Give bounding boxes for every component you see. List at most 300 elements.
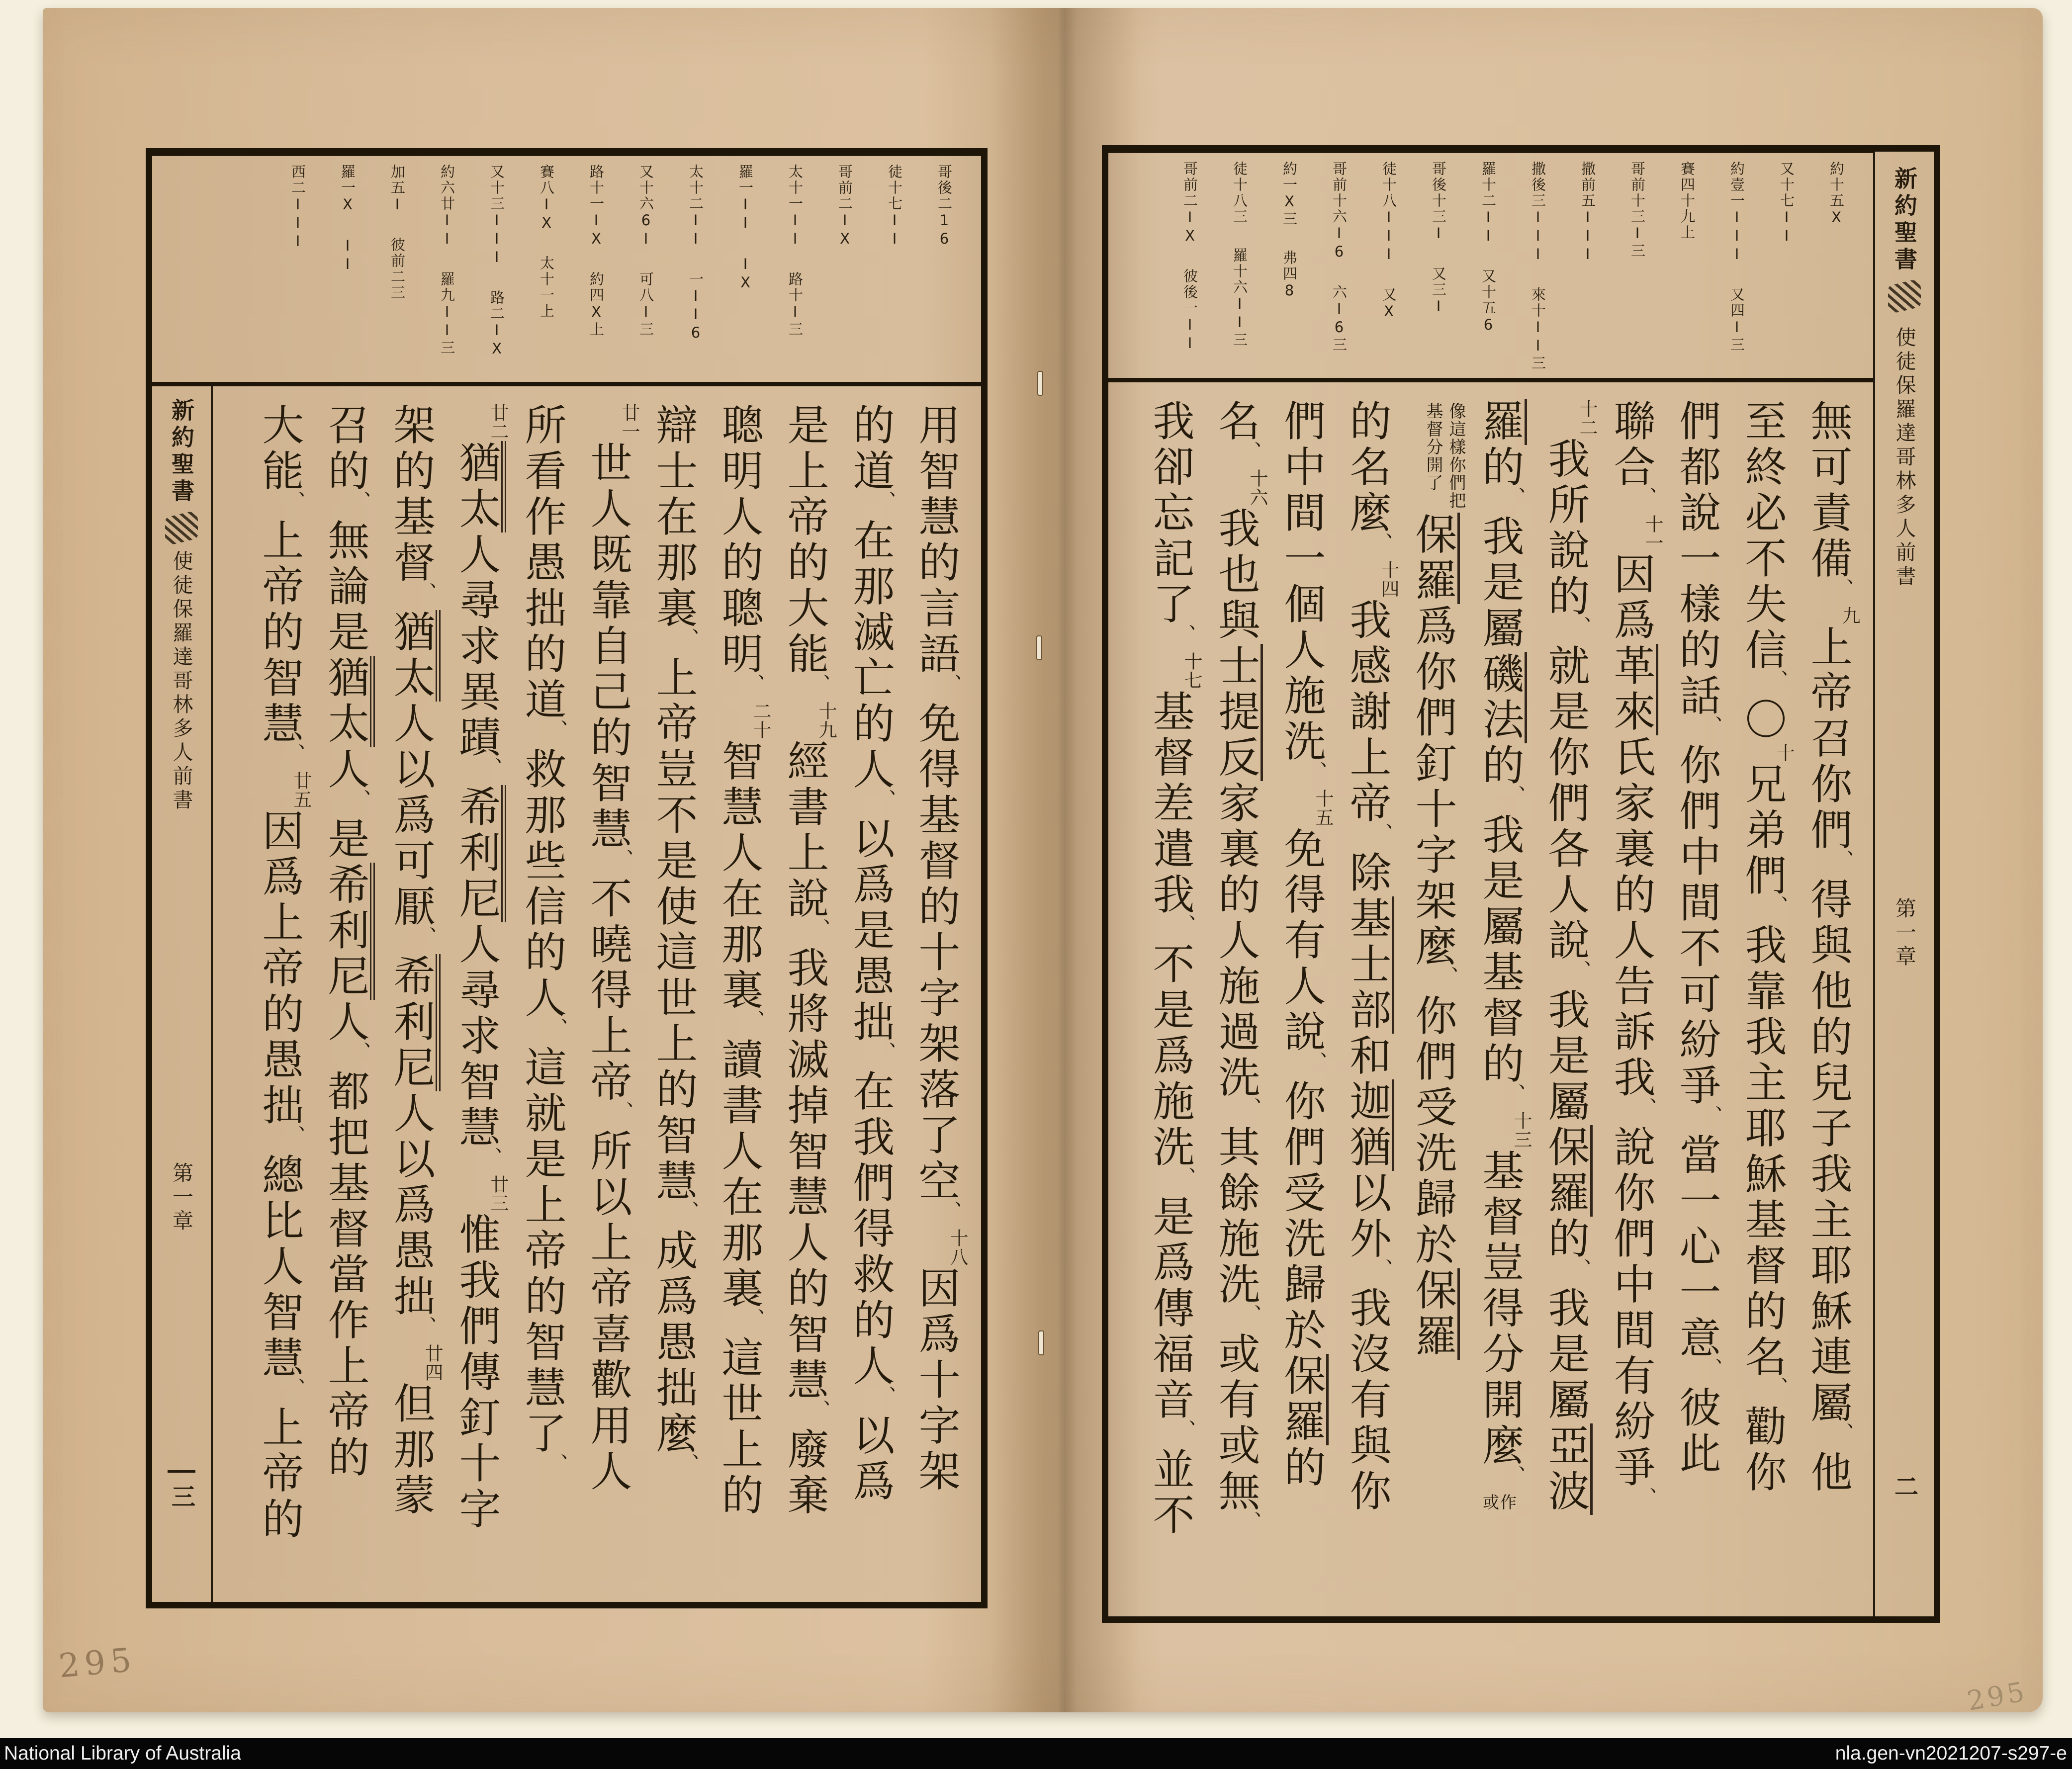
scripture-text: 我是屬基督的: [1476, 813, 1525, 1087]
scripture-text: 至終必不失信: [1738, 399, 1787, 674]
reference-text: 羅九II三: [439, 271, 455, 356]
punctuation-mark: 、: [545, 1453, 568, 1477]
reference-item: [919, 164, 969, 379]
chapter-label: 第一章: [170, 1162, 194, 1234]
scripture-text: 上帝的智慧: [256, 519, 304, 747]
scripture-text: 們都說一樣的話: [1673, 399, 1721, 719]
scripture-text: 上帝豈不是使這世上的智慧: [649, 656, 698, 1205]
text-column: [772, 403, 838, 1597]
footnote-inset: [1422, 402, 1467, 510]
cross-reference-strip: [1108, 152, 1873, 382]
scripture-text: 在那滅亡的人: [846, 519, 895, 793]
punctuation-mark: 、: [1568, 960, 1591, 984]
scripture-text: 當一心一意: [1673, 1133, 1721, 1362]
scripture-text: 但那蒙: [387, 1382, 436, 1519]
punctuation-mark: 、: [1765, 895, 1788, 919]
scripture-text: 氏家裏的人告訴我: [1607, 735, 1656, 1101]
reference-text: 加五I: [389, 164, 406, 214]
reference-item: [1811, 161, 1861, 375]
scripture-text: 得與他的兒子我主耶穌連屬: [1804, 878, 1853, 1426]
scripture-text: 說你們中間有紛爭: [1607, 1125, 1656, 1491]
punctuation-mark: 、: [348, 1042, 371, 1065]
punctuation-mark: 、: [873, 491, 896, 515]
punctuation-mark: 、: [282, 1125, 305, 1149]
reference-item: [621, 164, 671, 379]
reference-text: 又三I: [1430, 266, 1447, 316]
punctuation-mark: 、: [1765, 1377, 1788, 1401]
text-column: [1467, 399, 1533, 1611]
reference-text: 約六廿II: [439, 164, 455, 249]
reference-item: [721, 164, 770, 379]
punctuation-mark: 、: [545, 719, 568, 743]
scripture-text: 人: [321, 1000, 370, 1046]
punctuation-mark: 、: [1173, 1167, 1196, 1191]
reference-item: [273, 164, 323, 379]
scripture-text: 因爲上帝的愚拙: [256, 809, 304, 1129]
scripture-text: 名: [1212, 399, 1261, 445]
scripture-text: 基督豈得分開麼: [1476, 1149, 1525, 1469]
page-right-margin: [1873, 152, 1934, 1616]
library-name: National Library of Australia: [4, 1743, 241, 1764]
verse-number: 十四: [1378, 560, 1399, 598]
text-column: [1203, 399, 1269, 1611]
reference-item: [323, 164, 372, 379]
reference-text: 又十六6I: [637, 164, 654, 249]
scripture-text: 聯合: [1607, 399, 1656, 491]
punctuation-mark: 、: [348, 491, 371, 515]
punctuation-mark: 、: [1765, 670, 1788, 694]
text-column: [575, 403, 641, 1597]
scripture-text: 我沒有與你: [1343, 1286, 1392, 1515]
scripture-text: 的: [1277, 1445, 1326, 1491]
verse-number: 廿二: [487, 403, 509, 441]
scripture-text: 他: [1804, 1450, 1853, 1496]
text-column: [1400, 399, 1467, 1611]
scripture-text: 這就是上帝的智慧了: [518, 1046, 567, 1457]
punctuation-mark: 、: [1370, 532, 1393, 556]
scripture-text: 因爲十字架: [912, 1266, 961, 1495]
reference-item: [870, 164, 919, 379]
punctuation-mark: 、: [873, 789, 896, 813]
reference-text: 路十一IX: [588, 164, 605, 249]
scripture-text: 上帝召你們: [1804, 625, 1853, 854]
punctuation-mark: 、: [1700, 1105, 1722, 1129]
leaf-ornament-icon: [165, 510, 198, 546]
scripture-text: 的: [1476, 445, 1525, 491]
reference-item: [1662, 161, 1712, 375]
reference-item: [820, 164, 870, 379]
text-column: [444, 403, 510, 1597]
scripture-text: 是上帝的大能: [781, 403, 829, 678]
page-number: 三: [167, 1484, 195, 1508]
reference-text: II: [339, 237, 356, 274]
verse-number: 十: [1773, 743, 1795, 762]
reference-text: 約四X上: [588, 271, 605, 338]
page-number-rule: [168, 1470, 195, 1473]
punctuation-mark: 、: [414, 582, 437, 606]
reference-text: 一II6: [687, 271, 704, 343]
punctuation-mark: 、: [939, 674, 962, 698]
reference-text: 哥後十三I: [1430, 161, 1447, 243]
text-column: [1796, 399, 1861, 1611]
reference-text: 又X: [1380, 287, 1397, 321]
punctuation-mark: 、: [676, 628, 699, 652]
punctuation-mark: 、: [873, 1386, 896, 1410]
punctuation-mark: 、: [676, 1453, 699, 1477]
punctuation-mark: 、: [1634, 487, 1657, 511]
reference-text: 撒後三III: [1530, 161, 1546, 264]
text-column: [838, 403, 903, 1597]
scripture-text: 或有或無: [1212, 1332, 1261, 1515]
punctuation-mark: 、: [873, 1042, 896, 1065]
reference-text: 羅一II: [737, 164, 754, 233]
scripture-text: 成爲愚拙麼: [649, 1229, 698, 1457]
scripture-text: 所看作愚拙的道: [518, 403, 567, 723]
punctuation-mark: 、: [742, 1010, 765, 1034]
scripture-text: 人以爲可厭: [387, 702, 436, 930]
pencil-page-number-left: 295: [57, 1640, 138, 1685]
reference-item: [1463, 161, 1513, 375]
reference-item: [1364, 161, 1414, 375]
reference-item: [472, 164, 522, 379]
reference-item: [422, 164, 472, 379]
reference-item: [671, 164, 721, 379]
reference-text: 彼前二三: [389, 237, 406, 301]
page-right-frame: [1102, 145, 1940, 1623]
punctuation-mark: 、: [1239, 1304, 1261, 1328]
punctuation-mark: 、: [1568, 1258, 1591, 1282]
punctuation-mark: 、: [1370, 823, 1393, 847]
text-column: [641, 403, 707, 1597]
scripture-text: 召的: [321, 403, 370, 495]
scripture-text: 我是屬: [1541, 988, 1590, 1125]
scripture-text: 並不: [1146, 1447, 1195, 1539]
binding-stitch: [1037, 371, 1043, 396]
punctuation-mark: 、: [1239, 1097, 1261, 1121]
text-column: [1335, 399, 1400, 1611]
scripture-text: 家裏的人施過洗: [1212, 781, 1261, 1101]
proper-noun: 士提反: [1212, 644, 1263, 781]
reference-text: 約十五X: [1828, 161, 1845, 227]
reference-text: 賽四十九上: [1679, 161, 1696, 241]
binding-stitch: [1038, 1330, 1044, 1355]
scripture-text: 是: [321, 817, 370, 863]
text-column: [313, 403, 378, 1597]
reference-text: 來十II三: [1530, 287, 1546, 371]
reference-text: 約壹一III: [1728, 161, 1745, 264]
scripture-text: 是爲傳福音: [1146, 1195, 1195, 1423]
scripture-text: 總比人智慧: [256, 1153, 304, 1382]
scripture-text: 不曉得上帝: [584, 877, 632, 1105]
scripture-text: 除: [1343, 851, 1392, 896]
scripture-text: 人以爲愚拙: [387, 1091, 436, 1320]
scripture-text: 我所說的: [1541, 437, 1590, 620]
punctuation-mark: 、: [742, 1308, 765, 1332]
reference-item: [571, 164, 621, 379]
proper-noun: 革來: [1607, 644, 1658, 735]
scripture-text: 人尋求智慧: [452, 922, 501, 1151]
punctuation-mark: 、: [1831, 1422, 1854, 1446]
scripture-text: 你們受洗歸於: [1409, 994, 1457, 1268]
reference-text: 哥後二16: [936, 164, 953, 249]
scripture-text: 人: [321, 747, 370, 793]
reference-text: 路十I三: [787, 271, 804, 338]
scripture-text: 我感謝上帝: [1343, 598, 1392, 827]
reference-text: 彼後一II: [1181, 268, 1198, 353]
verse-number: 九: [1839, 606, 1860, 625]
punctuation-mark: 、: [808, 674, 830, 698]
scripture-text: 讀書人在那裏: [715, 1038, 764, 1312]
scripture-text: 救那些信的人: [518, 747, 567, 1022]
punctuation-mark: 、: [1503, 785, 1526, 809]
punctuation-mark: 、: [1831, 578, 1854, 602]
scripture-text: 廢棄: [781, 1427, 829, 1519]
text-column: [247, 403, 313, 1597]
scripture-text: 和: [1343, 1034, 1392, 1079]
reference-item: [1762, 161, 1811, 375]
punctuation-mark: 、: [1503, 487, 1526, 511]
punctuation-mark: 、: [676, 1201, 699, 1225]
text-column: [1664, 399, 1730, 1611]
reference-item: [770, 164, 820, 379]
verse-number: 十九: [815, 702, 837, 739]
proper-noun: 亞波: [1541, 1423, 1593, 1515]
verse-number: 十七: [1181, 652, 1202, 690]
scripture-text: 免得基督的十字架落了空: [912, 702, 961, 1205]
scripture-text: 智慧人在那裏: [715, 739, 764, 1014]
reference-text: 哥前二IX: [836, 164, 853, 249]
scripture-text: 以爲是愚拙: [846, 817, 895, 1046]
book-title: 使徒保羅達哥林多人前書: [169, 550, 193, 813]
scripture-text: 彼此: [1673, 1386, 1721, 1477]
page-left-frame: [146, 148, 988, 1608]
reference-text: 又十三III: [488, 164, 505, 267]
reference-text: 又十五6: [1480, 268, 1497, 335]
punctuation-mark: 、: [742, 674, 765, 698]
library-footer-bar: [0, 1738, 2072, 1769]
text-column: [903, 403, 969, 1597]
scripture-text: 的道: [846, 403, 895, 495]
verse-number: 十二: [1576, 399, 1598, 437]
scripture-text: 經書上說: [781, 739, 829, 922]
scripture-text: 大能: [256, 403, 304, 495]
punctuation-mark: 、: [1436, 966, 1458, 990]
proper-noun: 希利尼: [387, 954, 441, 1091]
series-title: 新約聖書: [1891, 167, 1918, 274]
pencil-page-number-right: 295: [1965, 1675, 2030, 1717]
scripture-text: 其餘施洗: [1212, 1125, 1261, 1308]
proper-noun: 保羅: [1409, 1268, 1460, 1360]
punctuation-mark: 、: [1634, 1097, 1657, 1121]
reference-text: 徒十八III: [1380, 161, 1397, 264]
verse-number: 十六: [1247, 469, 1268, 507]
verse-number: 十一: [1642, 515, 1663, 552]
reference-text: 約一X三: [1281, 161, 1298, 227]
reference-item: [1215, 161, 1264, 375]
binding-stitch: [1036, 635, 1042, 660]
text-column: [1269, 399, 1335, 1611]
punctuation-mark: 、: [282, 1378, 305, 1402]
reference-text: 撒前五III: [1579, 161, 1596, 264]
proper-noun: 希利尼: [321, 863, 375, 1000]
book-title: 使徒保羅達哥林多人前書: [1892, 327, 1916, 589]
scripture-text: 我也與: [1212, 507, 1261, 644]
scripture-text: 我靠我主耶穌基督的名: [1738, 923, 1787, 1381]
reference-text: 羅十二II: [1480, 161, 1497, 246]
reference-item: [522, 164, 571, 379]
reference-text: 六I6三: [1331, 284, 1348, 353]
reference-text: 路二IX: [488, 290, 505, 358]
punctuation-mark: 、: [808, 1400, 830, 1423]
scripture-text-columns: [213, 386, 981, 1602]
reference-text: 又四I三: [1728, 287, 1745, 353]
reference-text: 太十二II: [687, 164, 704, 249]
punctuation-mark: 、: [1700, 715, 1722, 739]
scripture-text: 我是屬: [1541, 1286, 1590, 1423]
catalog-identifier: nla.gen-vn2021207-s297-e: [1835, 1743, 2067, 1764]
chapter-label: 第一章: [1892, 897, 1917, 969]
proper-noun: 猶太: [387, 610, 441, 702]
verse-number: 十三: [1511, 1111, 1532, 1149]
scripture-text: 的名麼: [1343, 399, 1392, 536]
scripture-text: 你們中間不可紛爭: [1673, 743, 1721, 1109]
punctuation-mark: 、: [1503, 1465, 1526, 1489]
reference-text: 徒十八三: [1231, 161, 1248, 225]
verse-number: 二十: [750, 702, 771, 739]
proper-noun: 保羅: [1409, 513, 1460, 604]
reference-text: 西二III: [289, 164, 306, 251]
text-column: [510, 403, 575, 1597]
reference-text: 哥前十三I三: [1629, 161, 1646, 259]
reference-item: [1414, 161, 1463, 375]
proper-noun: 保羅: [1541, 1125, 1593, 1217]
punctuation-mark: 、: [1239, 441, 1261, 465]
scripture-text: 的: [1541, 1217, 1590, 1262]
scripture-text: 你們受洗歸於: [1277, 1079, 1326, 1354]
text-column: [1138, 399, 1203, 1611]
series-title: 新約聖書: [168, 398, 195, 506]
verse-number: 廿五: [290, 771, 312, 809]
scripture-text: 免得有人說: [1277, 827, 1326, 1056]
scripture-text: 爲你們釘十字架麼: [1409, 604, 1457, 970]
scripture-text: 以爲: [846, 1414, 895, 1505]
footnote-marker: 或作: [1483, 1493, 1518, 1512]
reference-text: 弗四8: [1281, 250, 1298, 300]
scripture-text: 我是屬: [1476, 515, 1525, 652]
proper-noun: 猶太: [321, 656, 375, 747]
scripture-text: 這世上的: [715, 1336, 764, 1519]
punctuation-mark: 、: [1568, 616, 1591, 640]
proper-noun: 磯法: [1476, 652, 1527, 743]
punctuation-mark: 、: [479, 757, 502, 781]
reference-item: [1563, 161, 1613, 375]
page-number: 二: [1890, 1474, 1918, 1498]
scripture-text: 因爲: [1607, 552, 1656, 644]
scripture-text: 無可責備: [1804, 399, 1853, 582]
scripture-text: 上帝的: [256, 1406, 304, 1543]
punctuation-mark: 、: [1173, 624, 1196, 648]
reference-item: [1165, 161, 1215, 375]
proper-noun: 希利尼: [452, 785, 506, 922]
scripture-text: 兄弟們: [1738, 762, 1787, 899]
reference-text: 可八I三: [637, 271, 654, 338]
proper-noun: 羅: [1476, 399, 1527, 445]
proper-noun: 猶太: [452, 441, 506, 532]
punctuation-mark: 、: [282, 743, 305, 767]
scripture-text: 我卻忘記了: [1146, 399, 1195, 628]
punctuation-mark: 、: [414, 926, 437, 950]
proper-noun: 迦猶: [1343, 1079, 1394, 1171]
punctuation-mark: 、: [939, 1201, 962, 1225]
scripture-text: 辯士在那裏: [649, 403, 698, 632]
reference-text: 哥前二IX: [1181, 161, 1198, 246]
punctuation-mark: 、: [1634, 1487, 1657, 1511]
punctuation-mark: 、: [414, 1316, 437, 1340]
reference-item: [1613, 161, 1662, 375]
reference-item: [1314, 161, 1364, 375]
scripture-text: 不是爲施洗: [1146, 942, 1195, 1171]
reference-text: 羅十六II三: [1231, 248, 1248, 348]
reference-text: 太十一II: [787, 164, 804, 249]
verse-number: 十八: [947, 1229, 968, 1266]
reference-item: [372, 164, 422, 379]
footnote-text: 基督分開了: [1423, 402, 1443, 492]
punctuation-mark: 、: [611, 1101, 633, 1125]
reference-item: [1264, 161, 1314, 375]
punctuation-mark: 、: [1503, 1083, 1526, 1107]
scripture-text: 用智慧的言語: [912, 403, 961, 678]
reference-text: 太十一上: [538, 256, 555, 319]
page-left-body: [152, 386, 981, 1602]
scripture-text: 基督差遣我: [1146, 690, 1195, 918]
verse-number: 廿四: [422, 1344, 443, 1382]
reference-text: 徒十七II: [886, 164, 903, 249]
punctuation-mark: 、: [1173, 1419, 1196, 1443]
scripture-text: 架的基督: [387, 403, 436, 586]
reference-item: [1712, 161, 1762, 375]
text-column: [1599, 399, 1664, 1611]
scripture-text: 人尋求異蹟: [452, 532, 501, 761]
scripture-text: 就是你們各人說: [1541, 644, 1590, 964]
verse-number: 廿一: [619, 403, 640, 441]
scripture-text: 惟我們傳釘十字: [452, 1213, 501, 1533]
punctuation-mark: 、: [1304, 761, 1327, 785]
scripture-text: 所以上帝喜歡用人: [584, 1129, 632, 1495]
page-left-margin: [152, 386, 213, 1602]
page-right-body: [1108, 152, 1873, 1616]
scripture-text: 在我們得救的人: [846, 1069, 895, 1390]
reference-text: 羅一X: [339, 164, 356, 214]
verse-number: 十五: [1312, 789, 1334, 827]
scripture-text: 的: [1476, 743, 1525, 789]
reference-text: IX: [737, 256, 754, 292]
punctuation-mark: 、: [1173, 914, 1196, 938]
scripture-text: 我將滅掉智慧人的智慧: [781, 946, 829, 1404]
scripture-text: 〇: [1738, 698, 1787, 743]
scripture-text: 以外: [1343, 1171, 1392, 1262]
scripture-text: 無論是: [321, 519, 370, 656]
scripture-text: 都把基督當作上帝的: [321, 1069, 370, 1481]
text-column: [707, 403, 772, 1597]
reference-item: [1513, 161, 1563, 375]
cross-reference-strip: [152, 155, 981, 386]
punctuation-mark: 、: [282, 491, 305, 515]
punctuation-mark: 、: [1370, 1258, 1393, 1282]
punctuation-mark: 、: [808, 918, 830, 942]
scripture-text-columns: [1108, 382, 1873, 1616]
text-column: [1533, 399, 1599, 1611]
scripture-text: 聰明人的聰明: [715, 403, 764, 678]
